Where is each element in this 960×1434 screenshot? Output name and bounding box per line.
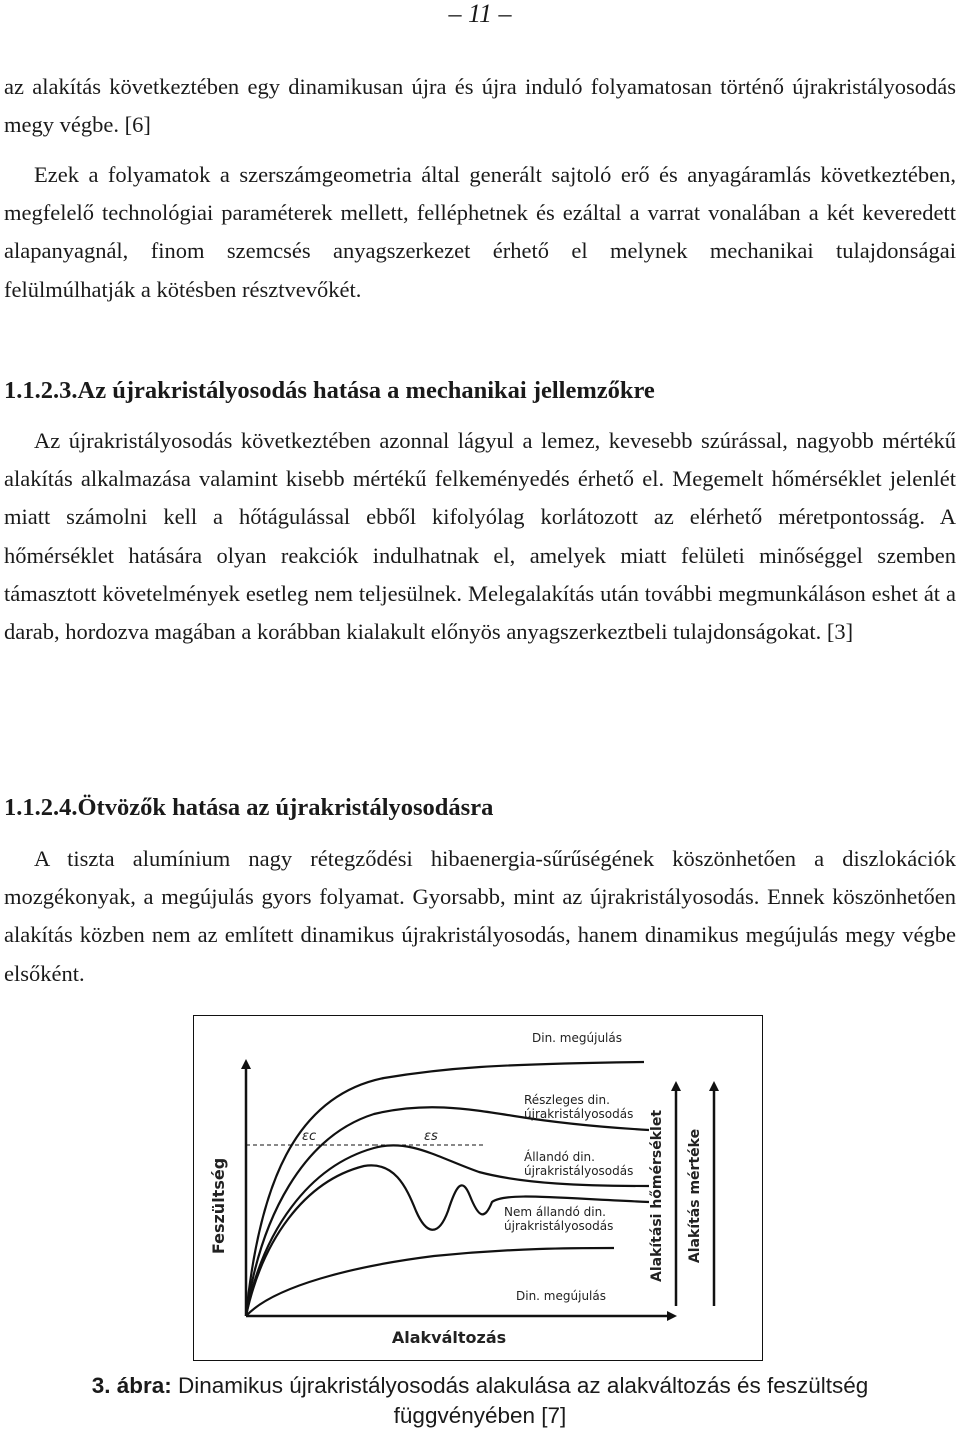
section-heading-1-1-2-3: 1.1.2.3.Az újrakristályosodás hatása a mechanikai jellemzőkre	[4, 377, 655, 404]
label-nem-allando-2: újrakristályosodás	[504, 1219, 614, 1233]
figure-diagram	[194, 1016, 761, 1359]
paragraph-2: Ezek a folyamatok a szerszámgeometria által generált sajtoló erő és anyagáramlás következtében, megfelelő technológiai paraméterek mellett, felléphetnek és ezáltal a varrat vonalában a két keveredett alapanyagnál, finom szemcsés anyagszerkezet érhető el melynek mechanikai tulajdonságai felülmúlhatják a kötésben résztvevőkét.	[4, 162, 956, 302]
paragraph-3: Az újrakristályosodás következtében azonnal lágyul a lemez, kevesebb szúrással, nagyobb mértékű alakítás alkalmazása valamint kisebb mértékű felkeményedés érhető el. Megemelt hőmérséklet jelenlét miatt számolni kell a hőtágulással ebből kifolyólag korlátozott az elérhető méretpontosság. A hőmérséklet hatására olyan reakciók indulhatnak el, amelyek miatt felületi minőséggel szemben támasztott követelmények esetleg nem teljesülnek. Melegalakítás után további megmunkáláson eshet át a darab, hordozva magában a korábban kialakult előnyös anyagszerkeztbeli tulajdonságokat. [3]	[4, 428, 956, 645]
label-reszleges-2: újrakristályosodás	[524, 1107, 634, 1121]
page-number: – 11 –	[448, 0, 512, 28]
caption-label: 3. ábra:	[91, 1373, 172, 1398]
label-allando-1: Állandó din.	[524, 1150, 595, 1164]
x-axis-label: Alakváltozás	[391, 1328, 507, 1347]
y-axis-label: Feszültség	[209, 1157, 228, 1255]
figure-stress-strain	[193, 1015, 763, 1361]
label-allando-2: újrakristályosodás	[524, 1164, 634, 1178]
section-heading-1-1-2-4: 1.1.2.4.Ötvözők hatása az újrakristályosodásra	[4, 794, 494, 821]
label-din-megujulas-top: Din. megújulás	[532, 1031, 622, 1045]
caption-line-2: függvényében [7]	[393, 1403, 567, 1428]
caption-line-1	[0, 1371, 960, 1401]
figure-caption	[0, 1371, 960, 1431]
right-axis-label-temperature: Alakítási hőmérséklet	[649, 1109, 665, 1283]
eps-c-label: εc	[302, 1129, 317, 1144]
label-din-megujulas-bottom: Din. megújulás	[516, 1289, 606, 1303]
paragraph-4: A tiszta alumínium nagy rétegződési hibaenergia-sűrűségének köszönhetően a diszlokációk mozgékonyak, a megújulás gyors folyamat. Gyorsabb, mint az újrakristályosodás. Ennek köszönhetően alakítás közben nem az említett dinamikus újrakristályosodás, hanem dinamikus megújulás megy végbe elsőként.	[4, 846, 956, 986]
right-axis-label-strain: Alakítás mértéke	[687, 1128, 703, 1264]
eps-s-label: εs	[424, 1129, 438, 1144]
label-reszleges-1: Részleges din.	[524, 1093, 610, 1107]
caption-text: Dinamikus újrakristályosodás alakulása az alakváltozás és feszültség	[171, 1373, 869, 1398]
label-nem-allando-1: Nem állandó din.	[504, 1205, 606, 1219]
paragraph-1: az alakítás következtében egy dinamikusan újra és újra induló folyamatosan történő újrakristályosodás megy végbe. [6]	[4, 74, 956, 138]
curve-din-megujulas-bottom	[246, 1248, 614, 1316]
